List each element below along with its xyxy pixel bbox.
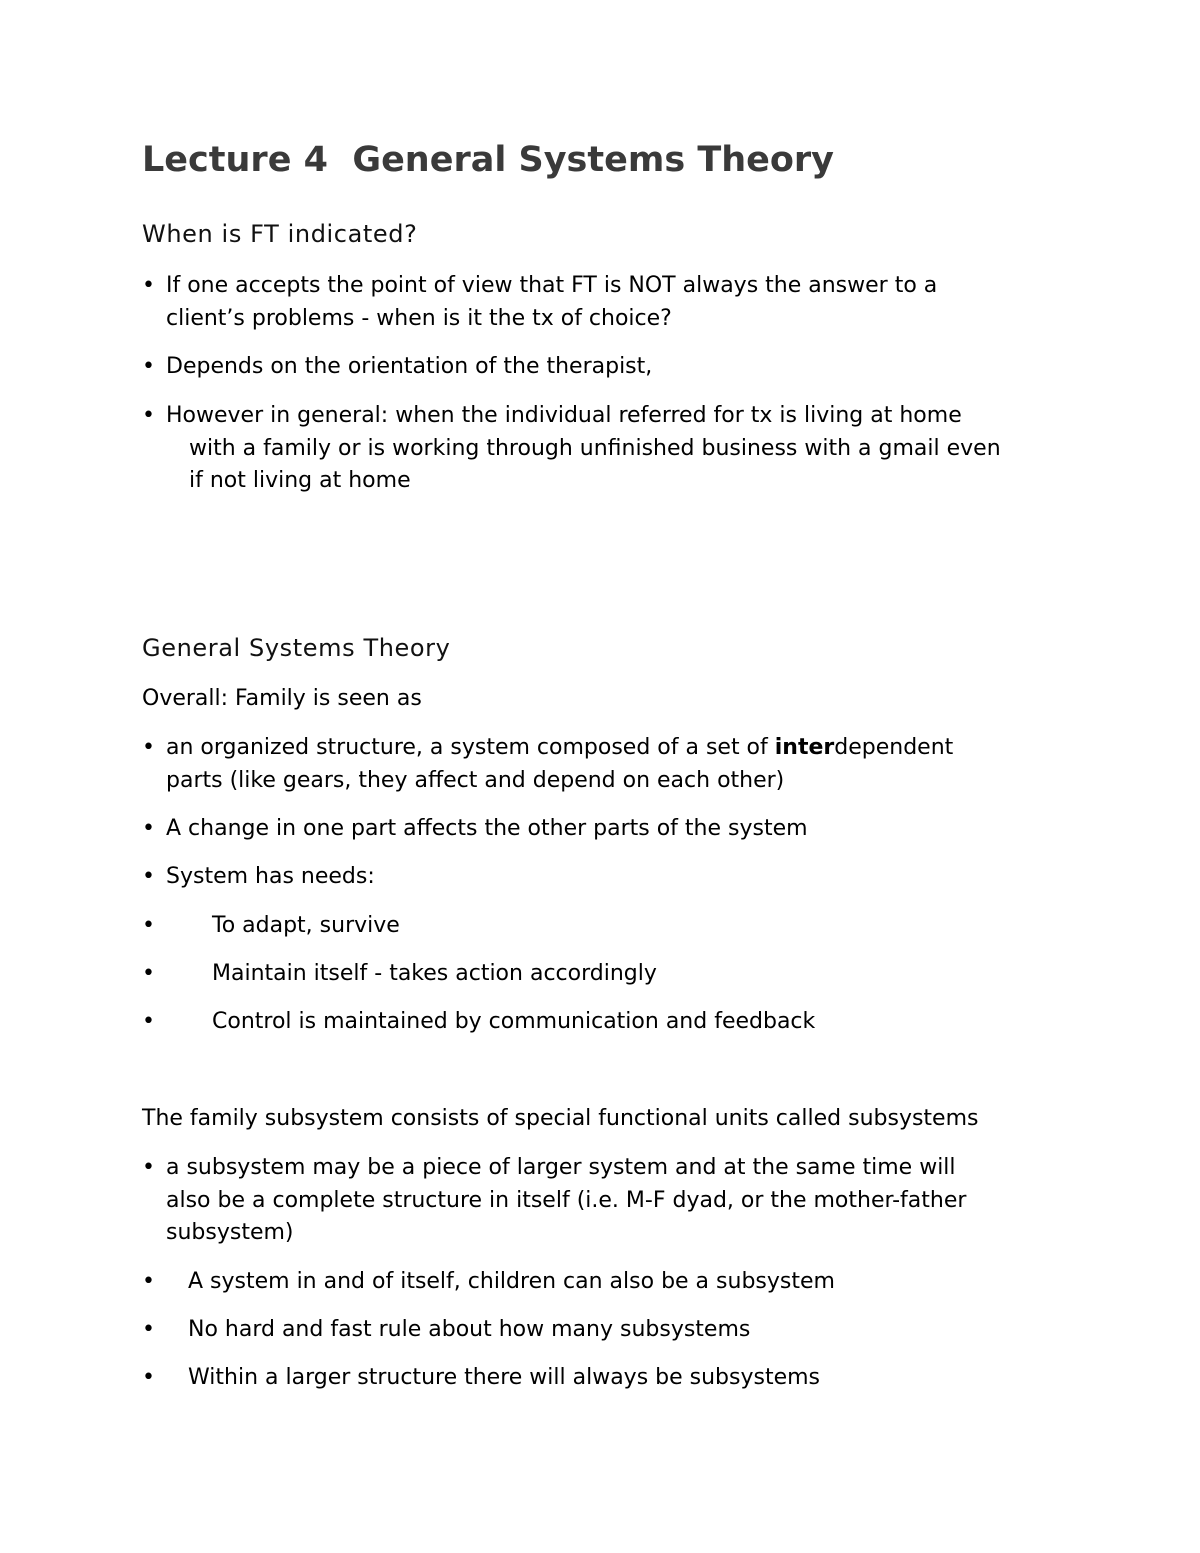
- list-item-text: client’s problems - when is it the tx of choice?: [166, 305, 672, 331]
- section-intro: The family subsystem consists of special functional units called subsystems: [142, 1106, 979, 1131]
- emphasis-text: inter: [774, 735, 835, 760]
- bullet-icon: •: [142, 961, 155, 986]
- list-item-text: No hard and fast rule about how many subsystems: [188, 1317, 751, 1342]
- list-item-text: Depends on the orientation of the therapist,: [166, 354, 653, 379]
- list-item: [142, 1006, 815, 1039]
- bullet-icon: •: [142, 354, 155, 379]
- list-item-text: also be a complete structure in itself (i.e. M-F dyad, or the mother-father: [166, 1187, 967, 1213]
- page-title: Lecture 4 General Systems Theory: [142, 140, 834, 180]
- list-item-text: Maintain itself - takes action accordingly: [212, 961, 657, 986]
- list-item-text: A system in and of itself, children can also be a subsystem: [188, 1269, 835, 1294]
- list-item: [142, 400, 1046, 498]
- list-item-text: A change in one part affects the other parts of the system: [166, 816, 808, 841]
- bullet-icon: •: [142, 403, 155, 428]
- list-item-text: Within a larger structure there will always be subsystems: [188, 1365, 821, 1390]
- list-item-text: Control is maintained by communication and feedback: [212, 1009, 816, 1034]
- list-item: [142, 1152, 1046, 1250]
- list-item-text: subsystem): [166, 1220, 294, 1245]
- list-item: [142, 910, 400, 943]
- list-item: [142, 351, 1046, 384]
- list-item-text: a subsystem may be a piece of larger system and at the same time will: [166, 1155, 956, 1180]
- bullet-icon: •: [142, 735, 155, 760]
- list-item-text: an organized structure, a system composed of a set of: [166, 735, 775, 760]
- section-intro: Overall: Family is seen as: [142, 686, 422, 711]
- list-item: [142, 1314, 750, 1347]
- list-item-text: If one accepts the point of view that FT is NOT always the answer to a: [166, 273, 938, 298]
- list-item: [142, 270, 1046, 335]
- bullet-icon: •: [142, 864, 155, 889]
- list-item: [142, 1266, 835, 1299]
- list-item: [142, 1362, 820, 1395]
- list-item-text: However in general: when the individual referred for tx is living at home: [166, 403, 962, 428]
- section-heading-general-systems: General Systems Theory: [142, 634, 451, 662]
- bullet-icon: •: [142, 1365, 155, 1390]
- bullet-icon: •: [142, 913, 155, 938]
- section-heading-ft-indicated: When is FT indicated?: [142, 220, 418, 248]
- bullet-icon: •: [142, 1009, 155, 1034]
- list-item-text: if not living at home: [189, 468, 411, 493]
- list-item: [142, 813, 1046, 846]
- list-item: [142, 732, 1046, 797]
- list-item-text: dependent: [834, 735, 954, 760]
- bullet-icon: •: [142, 273, 155, 298]
- bullet-icon: •: [142, 1269, 155, 1294]
- list-item: [142, 958, 657, 991]
- list-item-text: with a family or is working through unfinished business with a gmail even: [189, 435, 1001, 461]
- bullet-icon: •: [142, 1155, 155, 1180]
- list-item: [142, 861, 1046, 894]
- bullet-icon: •: [142, 1317, 155, 1342]
- list-item-text: To adapt, survive: [212, 913, 400, 938]
- bullet-icon: •: [142, 816, 155, 841]
- list-item-text: parts (like gears, they affect and depend on each other): [166, 767, 785, 793]
- list-item-text: System has needs:: [166, 864, 375, 889]
